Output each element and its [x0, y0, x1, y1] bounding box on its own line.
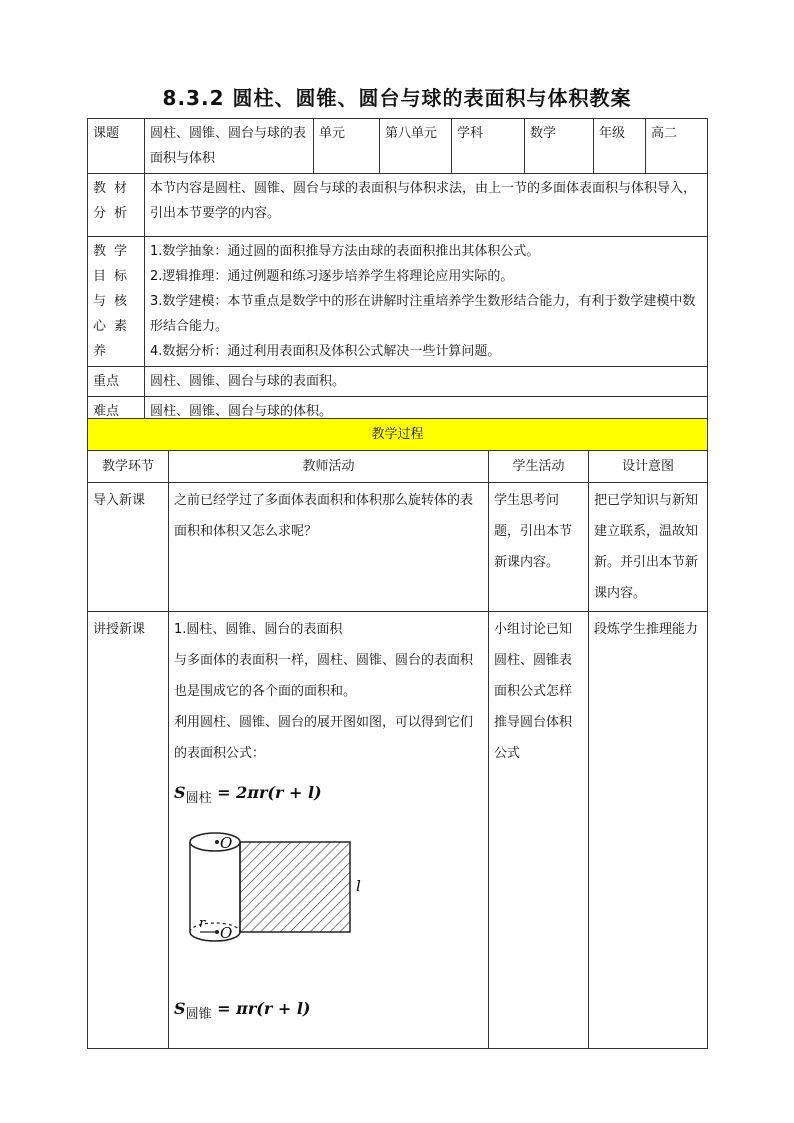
subject-label: 学科 — [452, 119, 525, 174]
unit-label: 单元 — [314, 119, 380, 174]
grade-value: 高二 — [646, 119, 708, 174]
unit-value: 第八单元 — [380, 119, 452, 174]
label-o-top: O — [220, 834, 233, 853]
column-header: 教学环节 — [88, 451, 169, 483]
intro-teacher: 之前已经学过了多面体表面积和体积那么旋转体的表面积和体积又怎么求呢？ — [169, 483, 489, 612]
label-r: r — [199, 916, 206, 932]
goal-item: 3.数学建模：本节重点是数学中的形在讲解时注重培养学生数形结合能力，有利于数学建模中数形结合能力。 — [150, 294, 696, 334]
process-table — [87, 418, 708, 1049]
analysis-text: 本节内容是圆柱、圆锥、圆台与球的表面积与体积求法，由上一节的多面体表面积与体积导入，引出本节要学的内容。 — [145, 174, 708, 237]
new-teacher — [169, 612, 489, 1049]
grade-label: 年级 — [594, 119, 646, 174]
cylinder-area-formula: $S_{圆柱} = 2\pi r(r + l)$ — [174, 783, 322, 807]
label-o-bottom: O — [220, 924, 233, 943]
difficulty-label: 难点 — [88, 397, 145, 427]
goal-item: 2.逻辑推理：通过例题和练习逐步培养学生将理论应用实际的。 — [150, 269, 514, 284]
topic-value: 圆柱、圆锥、圆台与球的表面积与体积 — [145, 119, 314, 174]
intro-student: 学生思考问题，引出本节新课内容。 — [489, 483, 589, 612]
analysis-label: 教材分析 — [88, 174, 145, 237]
difficulty-text: 圆柱、圆锥、圆台与球的体积。 — [145, 397, 708, 427]
intro-intent: 把已学知识与新知建立联系，温故知新。并引出本节新课内容。 — [589, 483, 708, 612]
column-header: 设计意图 — [589, 451, 708, 483]
teacher-line: 与多面体的表面积一样，圆柱、圆锥、圆台的表面积也是围成它的各个面的面积和。 — [174, 653, 474, 699]
cylinder-net-figure — [174, 820, 364, 955]
column-header: 教师活动 — [169, 451, 489, 483]
teacher-line: 利用圆柱、圆锥、圆台的展开图如图，可以得到它们的表面积公式： — [174, 715, 474, 761]
new-intent: 段炼学生推理能力 — [589, 612, 708, 1049]
cone-area-formula: $S_{圆锥} = \pi r(r + l)$ — [174, 999, 311, 1023]
key-point-text: 圆柱、圆锥、圆台与球的表面积。 — [145, 367, 708, 397]
lateral-surface-rect — [240, 842, 350, 932]
label-l: l — [356, 877, 361, 896]
goal-item: 1.数学抽象：通过圆的面积推导方法由球的表面积推出其体积公式。 — [150, 244, 540, 259]
teacher-line: 1.圆柱、圆锥、圆台的表面积 — [174, 622, 343, 637]
column-header: 学生活动 — [489, 451, 589, 483]
new-student: 小组讨论已知圆柱、圆锥表面积公式怎样推导圆台体积公式 — [489, 612, 589, 1049]
goals-label: 教学目标与核心素养 — [88, 237, 145, 367]
key-point-label: 重点 — [88, 367, 145, 397]
header-table — [87, 118, 708, 427]
intro-stage: 导入新课 — [88, 483, 169, 612]
goal-item: 4.数据分析：通过利用表面积及体积公式解决一些计算问题。 — [150, 344, 501, 359]
new-stage: 讲授新课 — [88, 612, 169, 1049]
goals-list — [145, 237, 708, 367]
topic-label: 课题 — [88, 119, 145, 174]
subject-value: 数学 — [525, 119, 594, 174]
process-header: 教学过程 — [88, 419, 708, 451]
page-title: 8.3.2 圆柱、圆锥、圆台与球的表面积与体积教案 — [162, 86, 632, 110]
